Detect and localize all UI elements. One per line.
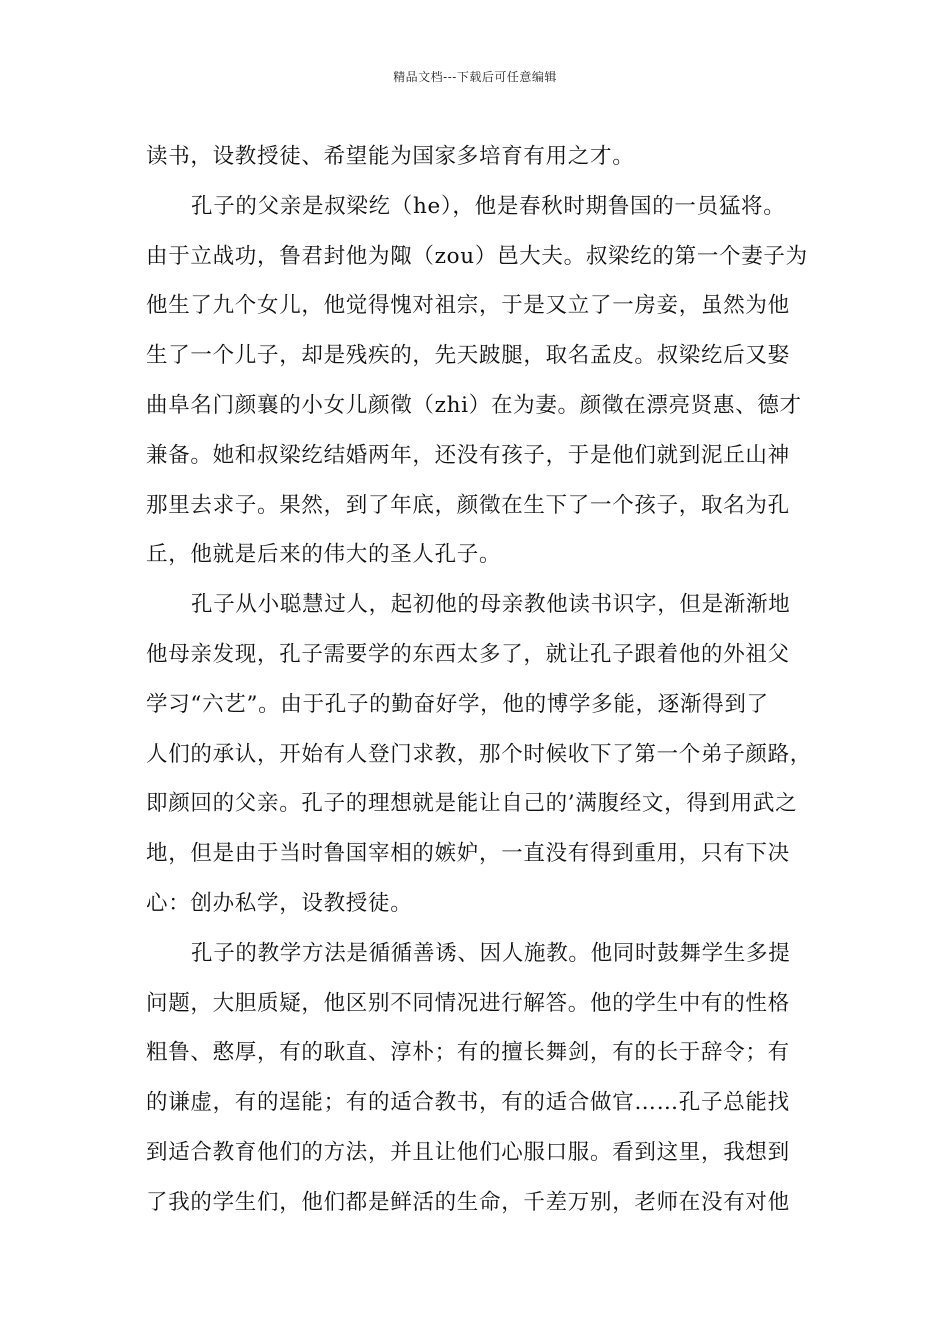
- text-line: 那里去求子。果然，到了年底，颜徵在生下了一个孩子，取名为孔: [146, 492, 790, 518]
- page-header: 精品文档---下载后可任意编辑: [393, 70, 557, 84]
- text-line: 兼备。她和叔梁纥结婚两年，还没有孩子，于是他们就到泥丘山神: [146, 442, 790, 468]
- text-line: 丘，他就是后来的伟大的圣人孔子。: [146, 542, 502, 568]
- text-line: 曲阜名门颜襄的小女儿颜徵（zhi）在为妻。颜徵在漂亮贤惠、德才: [146, 392, 802, 418]
- text-line: 学习“六艺”。由于孔子的勤奋好学，他的博学多能，逐渐得到了: [146, 691, 769, 717]
- text-line: 了我的学生们，他们都是鲜活的生命，千差万别，老师在没有对他: [146, 1189, 790, 1215]
- text-line: 问题，大胆质疑，他区别不同情况进行解答。他的学生中有的性格: [146, 990, 790, 1016]
- text-line: 地，但是由于当时鲁国宰相的嫉妒，一直没有得到重用，只有下决: [146, 841, 790, 867]
- paragraph-start-line: 孔子从小聪慧过人，起初他的母亲教他读书识字，但是渐渐地: [191, 592, 791, 618]
- text-line: 粗鲁、憨厚，有的耿直、淳朴；有的擅长舞剑，有的长于辞令；有: [146, 1040, 790, 1066]
- text-line: 心：创办私学，设教授徒。: [146, 890, 413, 916]
- text-line: 读书，设教授徒、希望能为国家多培育有用之才。: [146, 144, 635, 169]
- text-line: 他生了九个女儿，他觉得愧对祖宗，于是又立了一房妾，虽然为他: [146, 293, 790, 319]
- paragraph-start-line: 孔子的父亲是叔梁纥（he），他是春秋时期鲁国的一员猛将。: [191, 193, 786, 219]
- text-line: 他母亲发现，孔子需要学的东西太多了，就让孔子跟着他的外祖父: [146, 641, 790, 667]
- paragraph-start-line: 孔子的教学方法是循循善诱、因人施教。他同时鼓舞学生多提: [191, 940, 791, 966]
- text-line: 生了一个儿子，却是残疾的，先天跛腿，取名孟皮。叔梁纥后又娶: [146, 343, 790, 369]
- document-body: [146, 132, 826, 1228]
- text-line: 到适合教育他们的方法，并且让他们心服口服。看到这里，我想到: [146, 1139, 790, 1165]
- text-line: 人们的承认，开始有人登门求教，那个时候收下了第一个弟子颜路，: [146, 741, 813, 767]
- text-line: 由于立战功，鲁君封他为陬（zou）邑大夫。叔梁纥的第一个妻子为: [146, 243, 808, 269]
- text-line: 的谦虚，有的逞能；有的适合教书，有的适合做官……孔子总能找: [146, 1090, 790, 1116]
- text-line: 即颜回的父亲。孔子的理想就是能让自己的’满腹经文，得到用武之: [146, 791, 798, 817]
